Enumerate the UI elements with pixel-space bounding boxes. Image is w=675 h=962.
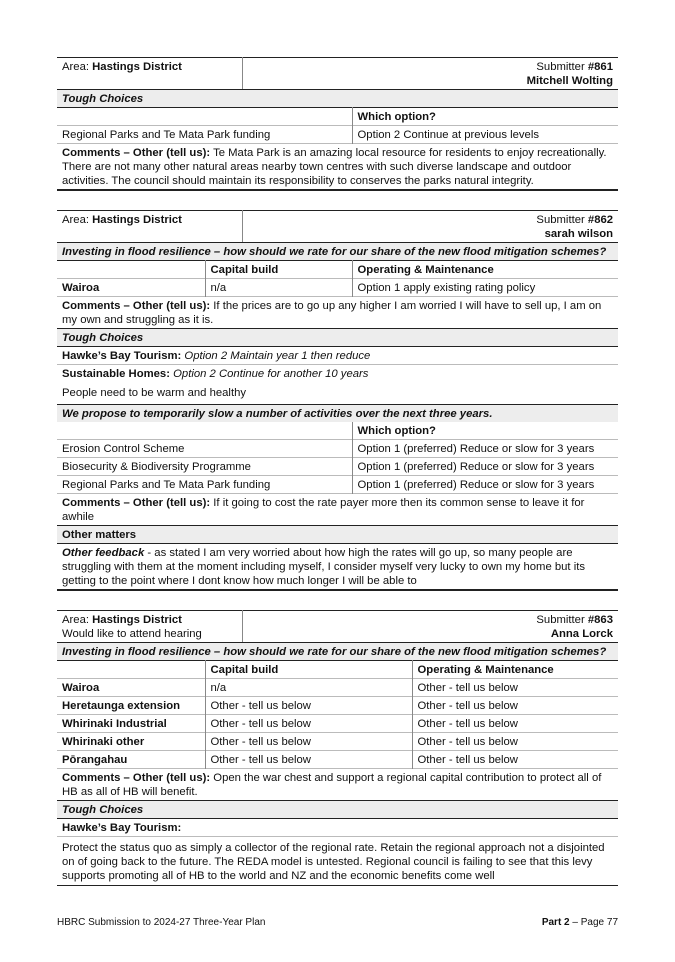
table-row: Regional Parks and Te Mata Park funding Option 2 Continue at previous levels (57, 126, 618, 144)
submission-862 (57, 210, 618, 591)
submission-863 (57, 610, 618, 886)
tourism-heading: Hawke’s Bay Tourism: (62, 821, 182, 834)
page-number: Part 2 – Page 77 (541, 917, 618, 928)
submitter-name: sarah wilson (544, 227, 614, 240)
column-header: Capital build (205, 661, 412, 679)
submission-header: Area: Hastings District Would like to attend hearing Submitter #863 Anna Lorck (57, 611, 618, 643)
table-row: Heretaunga extension Other - tell us below Other - tell us below (57, 697, 618, 715)
section-heading: Other matters (62, 528, 137, 541)
submitter-number: #863 (587, 613, 613, 626)
homes-choice: Sustainable Homes: Option 2 Continue for another 10 years (62, 367, 369, 380)
table-row: Pōrangahau Other - tell us below Other - tell us below (57, 751, 618, 769)
submitter-name: Mitchell Wolting (526, 74, 613, 87)
attend-hearing: Would like to attend hearing (62, 627, 202, 640)
tourism-choice: Hawke’s Bay Tourism: Option 2 Maintain year 1 then reduce (62, 349, 371, 362)
table-row: Whirinaki other Other - tell us below Other - tell us below (57, 733, 618, 751)
table-row: Regional Parks and Te Mata Park funding Option 1 (preferred) Reduce or slow for 3 years (57, 476, 618, 494)
comments-text: Comments – Other (tell us): If the prices are to go up any higher I am worried I will have to sell up, I am on my own and struggling as it is. (62, 299, 602, 326)
homes-note: People need to be warm and healthy (62, 387, 247, 399)
submission-861 (57, 57, 618, 191)
column-header: Operating & Maintenance (357, 263, 494, 276)
feedback-text: Other feedback - as stated I am very worried about how high the rates will go up, so many people are struggling with them at the moment including myself, I consider myself very lucky to own my home but its getting to the point where I dont know how much longer I will be able to (62, 546, 586, 587)
comments-text: Comments – Other (tell us): Te Mata Park is an amazing local resource for residents to enjoy recreationally. There are not many other natural areas nearby town centres with such diverse landscape and outdoor activities. The council should maintain its responsibility to conserves the parks natural integrity. (62, 146, 607, 187)
section-heading: Investing in flood resilience – how should we rate for our share of the new flood mitigation schemes? (62, 245, 607, 258)
submitter-number: #862 (587, 213, 614, 226)
table-row: Wairoa n/a Other - tell us below (57, 679, 618, 697)
section-heading: Tough Choices (62, 331, 144, 344)
area-value: Hastings District (92, 60, 182, 73)
column-header: Which option? (357, 110, 436, 123)
table-row: Biosecurity & Biodiversity Programme Option 1 (preferred) Reduce or slow for 3 years (57, 458, 618, 476)
table-row: Erosion Control Scheme Option 1 (preferred) Reduce or slow for 3 years (57, 440, 618, 458)
table-row: Whirinaki Industrial Other - tell us below Other - tell us below (57, 715, 618, 733)
section-heading: Tough Choices (62, 92, 144, 105)
table-row: Wairoa n/a Option 1 apply existing rating policy (57, 279, 618, 297)
column-header: Capital build (205, 261, 352, 279)
section-heading: Investing in flood resilience – how should we rate for our share of the new flood mitigation schemes? (62, 645, 607, 658)
area-value: Hastings District (92, 213, 182, 226)
section-heading: We propose to temporarily slow a number of activities over the next three years. (62, 407, 493, 420)
column-header: Which option? (357, 424, 436, 437)
footer-title: HBRC Submission to 2024-27 Three-Year Plan (57, 917, 266, 928)
tourism-text: Protect the status quo as simply a collector of the regional rate. Retain the regional approach not a disjointed on of going back to the future. The REDA model is untested. Regional council is failing to see that this levy supports promoting all of HB to the world and NZ and the economic benefits come well (62, 842, 605, 882)
submission-header: Area: Hastings District Submitter #861 Mitchell Wolting (57, 58, 618, 90)
area-value: Hastings District (92, 613, 182, 626)
submission-header: Area: Hastings District Submitter #862 sarah wilson (57, 211, 618, 243)
document-page (57, 57, 618, 886)
page-footer (57, 917, 618, 928)
column-header: Operating & Maintenance (417, 663, 554, 676)
comments-text: Comments – Other (tell us): Open the war chest and support a regional capital contribution to protect all of HB as all of HB will benefit. (62, 771, 602, 798)
submitter-name: Anna Lorck (550, 627, 613, 640)
submitter-number: #861 (587, 60, 613, 73)
comments-text: Comments – Other (tell us): If it going to cost the rate payer more then its common sense to leave it for awhile (62, 496, 585, 523)
section-heading: Tough Choices (62, 803, 144, 816)
